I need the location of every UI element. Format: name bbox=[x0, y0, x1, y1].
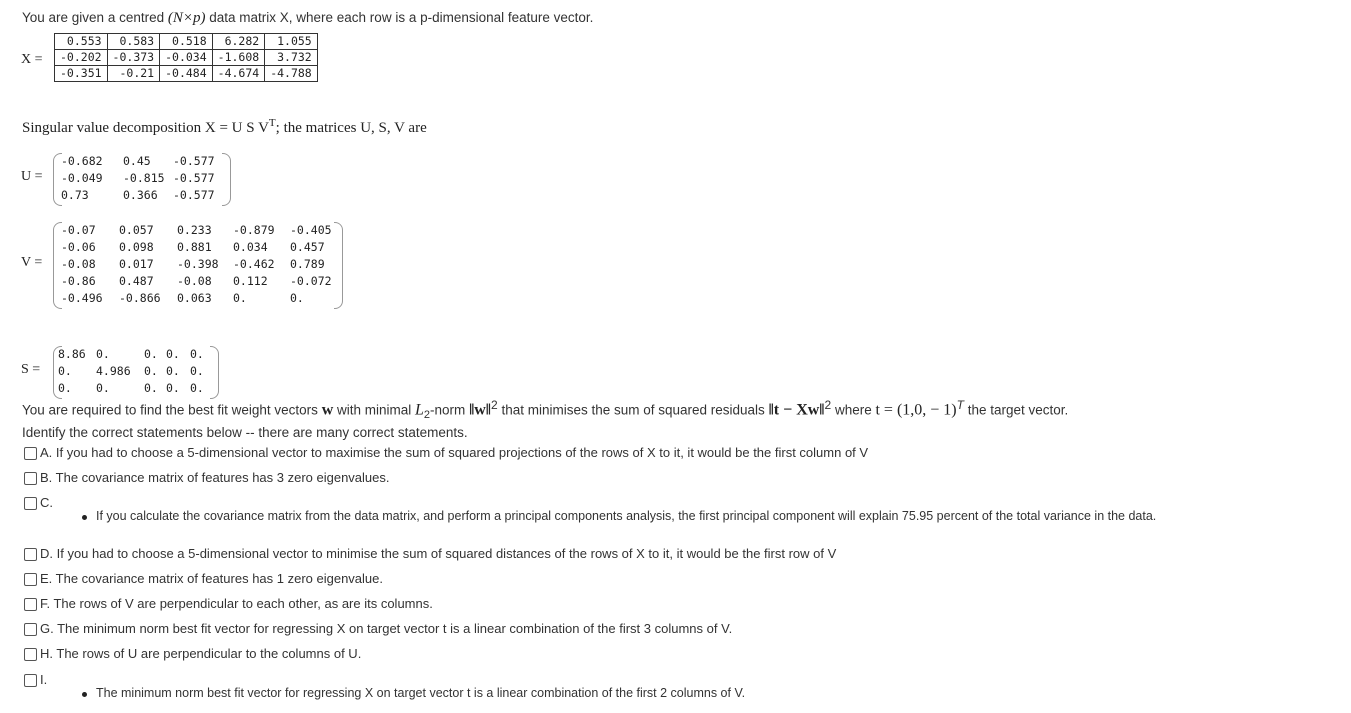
s-matrix-cell: 4.986 bbox=[96, 364, 131, 378]
u-matrix-cell: -0.577 bbox=[173, 171, 215, 185]
option-label[interactable]: C. bbox=[40, 495, 53, 510]
v-matrix-cell: 0.457 bbox=[290, 240, 325, 254]
v-matrix-cell: -0.86 bbox=[61, 274, 96, 288]
bullet-dot bbox=[82, 692, 87, 697]
u-matrix-cell: -0.815 bbox=[123, 171, 165, 185]
v-matrix-cell: -0.879 bbox=[233, 223, 275, 237]
intro-dims: (N×p) bbox=[167, 10, 206, 26]
v-matrix-cell: 0.881 bbox=[177, 240, 212, 254]
x-matrix-cell: -4.674 bbox=[212, 66, 265, 82]
option-checkbox[interactable] bbox=[24, 648, 37, 661]
option-checkbox[interactable] bbox=[24, 598, 37, 611]
s-matrix-cell: 0. bbox=[166, 347, 180, 361]
task-sq-2: 2 bbox=[824, 398, 832, 412]
option-checkbox[interactable] bbox=[24, 472, 37, 485]
option-label[interactable]: D. If you had to choose a 5-dimensional vector to minimise the sum of squared distances of the rows of X to it, it would be the first row of V bbox=[40, 546, 837, 561]
u-matrix-cell: 0.366 bbox=[123, 188, 158, 202]
option-checkbox[interactable] bbox=[24, 447, 37, 460]
bullet-dot bbox=[82, 515, 87, 520]
option-bullet-text: The minimum norm best fit vector for regressing X on target vector t is a linear combination of the first 2 columns of V. bbox=[96, 686, 746, 700]
u-matrix-cell: -0.049 bbox=[61, 171, 103, 185]
x-matrix-cell: 0.583 bbox=[107, 34, 160, 50]
x-label: X = bbox=[21, 52, 43, 67]
option-label[interactable]: I. bbox=[40, 672, 48, 687]
s-matrix-right-paren bbox=[210, 346, 219, 399]
v-matrix-cell: -0.07 bbox=[61, 223, 96, 237]
x-matrix-cell: 6.282 bbox=[212, 34, 265, 50]
svd-pre: Singular value decomposition X = U S V bbox=[22, 120, 269, 136]
svd-post: ; the matrices U, S, V are bbox=[275, 120, 427, 136]
task-t-sup: T bbox=[956, 398, 964, 412]
option-bullet-text: If you calculate the covariance matrix from the data matrix, and perform a principal components analysis, the first principal component will explain 75.95 percent of the total variance in the data. bbox=[96, 509, 1157, 523]
s-matrix-cell: 0. bbox=[190, 364, 204, 378]
svd-sup: T bbox=[268, 117, 276, 129]
u-matrix bbox=[53, 153, 231, 206]
task-norm-w: ‖w‖ bbox=[469, 401, 491, 419]
v-matrix-cell: -0.405 bbox=[290, 223, 332, 237]
x-matrix-cell: -4.788 bbox=[265, 66, 318, 82]
option-checkbox[interactable] bbox=[24, 548, 37, 561]
s-matrix-cell: 0. bbox=[96, 381, 110, 395]
s-matrix-cell: 8.86 bbox=[58, 347, 86, 361]
u-matrix-cell: 0.73 bbox=[61, 188, 89, 202]
instruction-text: Identify the correct statements below -- there are many correct statements. bbox=[22, 425, 468, 440]
s-matrix-cell: 0. bbox=[166, 364, 180, 378]
v-matrix-cell: 0.034 bbox=[233, 240, 268, 254]
task-text-2: with minimal bbox=[333, 402, 416, 418]
x-matrix-cell: -1.608 bbox=[212, 50, 265, 66]
task-l2-sub: 2 bbox=[423, 409, 431, 422]
v-label: V = bbox=[21, 255, 43, 270]
u-matrix-cell: 0.45 bbox=[123, 154, 151, 168]
x-matrix-cell: -0.351 bbox=[55, 66, 108, 82]
intro-line bbox=[22, 10, 593, 27]
option-label[interactable]: E. The covariance matrix of features has 1 zero eigenvalue. bbox=[40, 571, 384, 586]
s-matrix-cell: 0. bbox=[166, 381, 180, 395]
task-text-1: You are required to find the best fit weight vectors bbox=[22, 402, 322, 418]
u-matrix-cell: -0.577 bbox=[173, 154, 215, 168]
x-matrix-row bbox=[55, 34, 318, 50]
s-matrix-cell: 0. bbox=[58, 381, 72, 395]
v-matrix-cell: 0.098 bbox=[119, 240, 154, 254]
v-matrix-cell: -0.08 bbox=[177, 274, 212, 288]
option-checkbox[interactable] bbox=[24, 674, 37, 687]
x-matrix-cell: 3.732 bbox=[265, 50, 318, 66]
option-label[interactable]: F. The rows of V are perpendicular to each other, as are its columns. bbox=[40, 596, 433, 611]
task-l2: L bbox=[415, 401, 424, 419]
s-matrix-cell: 0. bbox=[58, 364, 72, 378]
v-matrix-cell: 0.063 bbox=[177, 291, 212, 305]
option-checkbox[interactable] bbox=[24, 623, 37, 636]
option-checkbox[interactable] bbox=[24, 573, 37, 586]
task-text-5: where bbox=[831, 402, 876, 418]
task-target: t = (1,0, − 1) bbox=[875, 401, 957, 419]
u-matrix-cell: -0.682 bbox=[61, 154, 103, 168]
v-matrix-cell: -0.496 bbox=[61, 291, 103, 305]
x-matrix-row bbox=[55, 50, 318, 66]
x-matrix-cell: -0.373 bbox=[107, 50, 160, 66]
v-matrix-right-paren bbox=[334, 222, 343, 309]
u-matrix-right-paren bbox=[222, 153, 231, 206]
task-w: w bbox=[321, 401, 334, 419]
task-sq-1: 2 bbox=[491, 398, 498, 412]
v-matrix-cell: 0.233 bbox=[177, 223, 212, 237]
v-matrix-cell: -0.462 bbox=[233, 257, 275, 271]
intro-pre: You are given a centred bbox=[22, 10, 168, 25]
v-matrix-cell: 0.057 bbox=[119, 223, 154, 237]
s-matrix-cell: 0. bbox=[144, 347, 158, 361]
v-matrix bbox=[53, 222, 343, 309]
option-label[interactable]: B. The covariance matrix of features has 3 zero eigenvalues. bbox=[40, 470, 390, 485]
u-label: U = bbox=[21, 169, 43, 184]
x-matrix-cell: 0.518 bbox=[160, 34, 213, 50]
x-matrix-cell: -0.034 bbox=[160, 50, 213, 66]
s-matrix-cell: 0. bbox=[96, 347, 110, 361]
v-matrix-cell: -0.072 bbox=[290, 274, 332, 288]
task-residual: ‖t − Xw‖ bbox=[768, 401, 825, 419]
v-matrix-cell: 0.487 bbox=[119, 274, 154, 288]
s-matrix-cell: 0. bbox=[144, 364, 158, 378]
x-matrix-cell: -0.202 bbox=[55, 50, 108, 66]
x-matrix-cell: 0.553 bbox=[55, 34, 108, 50]
x-matrix-cell: 1.055 bbox=[265, 34, 318, 50]
option-checkbox[interactable] bbox=[24, 497, 37, 510]
x-matrix-row bbox=[55, 66, 318, 82]
option-label[interactable]: H. The rows of U are perpendicular to the columns of U. bbox=[40, 646, 362, 661]
s-matrix-cell: 0. bbox=[190, 347, 204, 361]
svd-line bbox=[22, 117, 427, 137]
task-text-3: -norm bbox=[430, 402, 470, 418]
v-matrix-cell: 0.112 bbox=[233, 274, 268, 288]
s-matrix-cell: 0. bbox=[144, 381, 158, 395]
v-matrix-cell: -0.398 bbox=[177, 257, 219, 271]
s-matrix-cell: 0. bbox=[190, 381, 204, 395]
task-text-4: that minimises the sum of squared residuals bbox=[497, 402, 769, 418]
task-line bbox=[22, 398, 1068, 421]
u-matrix-cell: -0.577 bbox=[173, 188, 215, 202]
option-label[interactable]: G. The minimum norm best fit vector for regressing X on target vector t is a linear combination of the first 3 columns of V. bbox=[40, 621, 733, 636]
v-matrix-cell: -0.06 bbox=[61, 240, 96, 254]
v-matrix-cell: 0. bbox=[290, 291, 304, 305]
x-matrix-cell: -0.484 bbox=[160, 66, 213, 82]
option-label[interactable]: A. If you had to choose a 5-dimensional vector to maximise the sum of squared projections of the rows of X to it, it would be the first column of V bbox=[40, 445, 869, 460]
s-label: S = bbox=[21, 362, 41, 377]
v-matrix-cell: -0.08 bbox=[61, 257, 96, 271]
task-text-6: the target vector. bbox=[963, 402, 1069, 418]
v-matrix-cell: 0.789 bbox=[290, 257, 325, 271]
x-matrix-table bbox=[54, 33, 318, 82]
s-matrix bbox=[53, 346, 219, 399]
x-matrix-cell: -0.21 bbox=[107, 66, 160, 82]
v-matrix-cell: 0.017 bbox=[119, 257, 154, 271]
v-matrix-cell: 0. bbox=[233, 291, 247, 305]
intro-post: data matrix X, where each row is a p-dimensional feature vector. bbox=[205, 10, 594, 25]
v-matrix-cell: -0.866 bbox=[119, 291, 161, 305]
